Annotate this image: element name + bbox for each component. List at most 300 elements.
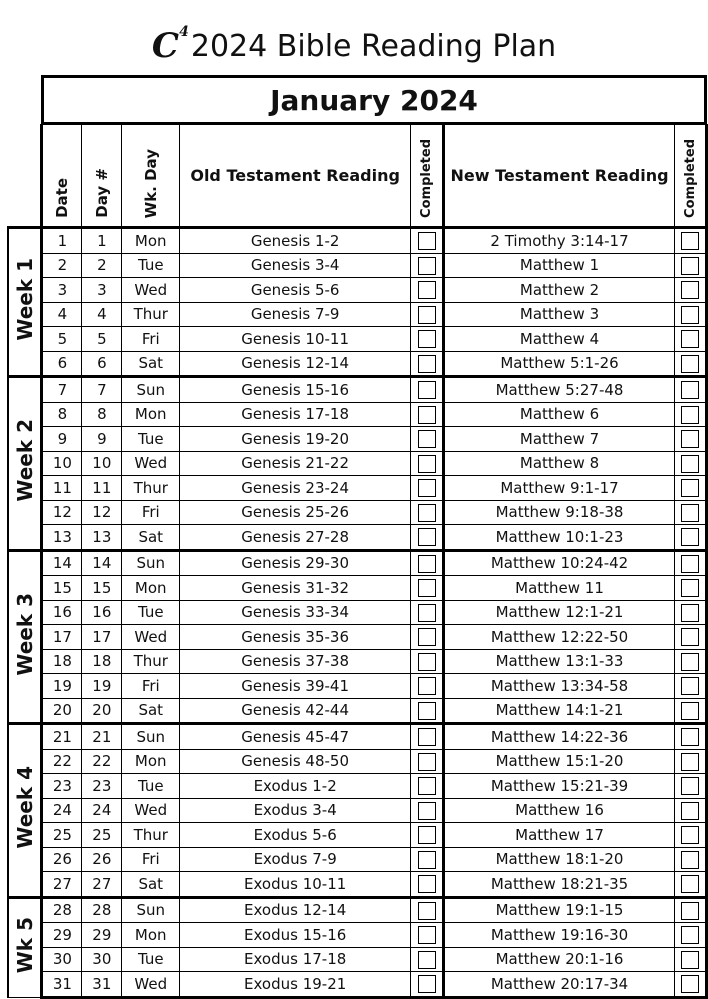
nt-reading-cell: Matthew 12:22-50 [444, 625, 675, 650]
nt-completed-checkbox[interactable] [681, 702, 699, 720]
date-cell: 15 [42, 576, 82, 601]
weekday-cell: Tue [122, 774, 180, 799]
day-number-cell: 12 [82, 500, 122, 525]
nt-completed-cell [675, 476, 707, 501]
ot-completed-cell [411, 278, 444, 303]
day-number-cell: 31 [82, 972, 122, 998]
nt-completed-cell [675, 327, 707, 352]
table-row [8, 600, 707, 625]
nt-completed-checkbox[interactable] [681, 802, 699, 820]
nt-completed-cell [675, 576, 707, 601]
nt-completed-checkbox[interactable] [681, 455, 699, 473]
table-row [8, 947, 707, 972]
weekday-cell: Fri [122, 327, 180, 352]
ot-completed-cell [411, 327, 444, 352]
nt-completed-checkbox[interactable] [681, 777, 699, 795]
date-cell: 4 [42, 302, 82, 327]
ot-reading-cell: Genesis 48-50 [180, 749, 411, 774]
nt-completed-checkbox[interactable] [681, 875, 699, 893]
nt-reading-cell: Matthew 15:21-39 [444, 774, 675, 799]
nt-completed-cell [675, 278, 707, 303]
nt-completed-cell [675, 427, 707, 452]
table-row [8, 278, 707, 303]
ot-reading-cell: Genesis 45-47 [180, 724, 411, 750]
ot-completed-cell [411, 872, 444, 898]
ot-completed-checkbox[interactable] [418, 555, 436, 573]
month-title: January 2024 [41, 75, 707, 124]
nt-reading-cell: Matthew 12:1-21 [444, 600, 675, 625]
table-row [8, 774, 707, 799]
date-cell: 12 [42, 500, 82, 525]
nt-reading-cell: Matthew 5:1-26 [444, 351, 675, 377]
ot-reading-cell: Genesis 42-44 [180, 698, 411, 724]
weekday-cell: Wed [122, 278, 180, 303]
c4-logo: C 4 [151, 24, 189, 66]
nt-completed-cell [675, 947, 707, 972]
weekday-cell: Tue [122, 947, 180, 972]
ot-completed-checkbox[interactable] [418, 926, 436, 944]
day-number-cell: 1 [82, 228, 122, 254]
ot-completed-cell [411, 947, 444, 972]
nt-completed-checkbox[interactable] [681, 579, 699, 597]
nt-reading-cell: Matthew 18:1-20 [444, 847, 675, 872]
date-cell: 8 [42, 402, 82, 427]
week-label: Wk 5 [8, 897, 42, 997]
ot-completed-cell [411, 228, 444, 254]
ot-completed-cell [411, 550, 444, 576]
ot-completed-checkbox[interactable] [418, 455, 436, 473]
ot-completed-checkbox[interactable] [418, 902, 436, 920]
nt-completed-checkbox[interactable] [681, 826, 699, 844]
nt-completed-checkbox[interactable] [681, 381, 699, 399]
nt-reading-cell: Matthew 14:1-21 [444, 698, 675, 724]
ot-reading-cell: Genesis 19-20 [180, 427, 411, 452]
day-number-cell: 26 [82, 847, 122, 872]
nt-completed-cell [675, 847, 707, 872]
ot-completed-checkbox[interactable] [418, 355, 436, 373]
nt-completed-cell [675, 798, 707, 823]
nt-reading-cell: Matthew 14:22-36 [444, 724, 675, 750]
nt-completed-checkbox[interactable] [681, 851, 699, 869]
weekday-cell: Fri [122, 847, 180, 872]
nt-completed-cell [675, 698, 707, 724]
nt-completed-checkbox[interactable] [681, 604, 699, 622]
ot-reading-cell: Genesis 35-36 [180, 625, 411, 650]
date-cell: 29 [42, 923, 82, 948]
weekday-cell: Sun [122, 897, 180, 923]
day-number-cell: 15 [82, 576, 122, 601]
ot-completed-cell [411, 600, 444, 625]
ot-completed-checkbox[interactable] [418, 753, 436, 771]
date-cell: 9 [42, 427, 82, 452]
day-number-cell: 18 [82, 649, 122, 674]
nt-reading-cell: Matthew 5:27-48 [444, 377, 675, 403]
nt-completed-checkbox[interactable] [681, 232, 699, 250]
ot-completed-cell [411, 451, 444, 476]
ot-completed-cell [411, 897, 444, 923]
ot-completed-checkbox[interactable] [418, 875, 436, 893]
date-cell: 24 [42, 798, 82, 823]
table-row [8, 872, 707, 898]
table-row [8, 525, 707, 551]
weekday-cell: Mon [122, 923, 180, 948]
col-header-new-testament: New Testament Reading [444, 125, 675, 228]
week-label: Week 4 [8, 724, 42, 898]
ot-completed-checkbox[interactable] [418, 728, 436, 746]
nt-completed-cell [675, 674, 707, 699]
ot-reading-cell: Genesis 33-34 [180, 600, 411, 625]
day-number-cell: 3 [82, 278, 122, 303]
ot-reading-cell: Genesis 21-22 [180, 451, 411, 476]
nt-reading-cell: 2 Timothy 3:14-17 [444, 228, 675, 254]
date-cell: 16 [42, 600, 82, 625]
weekday-cell: Sun [122, 724, 180, 750]
nt-completed-checkbox[interactable] [681, 355, 699, 373]
table-row [8, 476, 707, 501]
ot-completed-checkbox[interactable] [418, 479, 436, 497]
ot-completed-cell [411, 402, 444, 427]
date-cell: 19 [42, 674, 82, 699]
week-label: Week 2 [8, 377, 42, 551]
ot-reading-cell: Genesis 29-30 [180, 550, 411, 576]
nt-completed-cell [675, 500, 707, 525]
ot-completed-cell [411, 749, 444, 774]
ot-completed-checkbox[interactable] [418, 528, 436, 546]
ot-completed-checkbox[interactable] [418, 406, 436, 424]
ot-reading-cell: Genesis 17-18 [180, 402, 411, 427]
weekday-cell: Sat [122, 698, 180, 724]
ot-completed-checkbox[interactable] [418, 951, 436, 969]
nt-reading-cell: Matthew 13:34-58 [444, 674, 675, 699]
table-row [8, 427, 707, 452]
ot-completed-checkbox[interactable] [418, 306, 436, 324]
nt-completed-cell [675, 377, 707, 403]
reading-plan-table [7, 124, 708, 999]
ot-reading-cell: Genesis 15-16 [180, 377, 411, 403]
ot-completed-cell [411, 798, 444, 823]
day-number-cell: 14 [82, 550, 122, 576]
ot-completed-cell [411, 774, 444, 799]
nt-completed-checkbox[interactable] [681, 753, 699, 771]
ot-reading-cell: Genesis 27-28 [180, 525, 411, 551]
weekday-cell: Sun [122, 377, 180, 403]
weekday-cell: Fri [122, 674, 180, 699]
day-number-cell: 19 [82, 674, 122, 699]
day-number-cell: 27 [82, 872, 122, 898]
nt-completed-checkbox[interactable] [681, 926, 699, 944]
nt-reading-cell: Matthew 17 [444, 823, 675, 848]
day-number-cell: 20 [82, 698, 122, 724]
date-cell: 30 [42, 947, 82, 972]
date-cell: 1 [42, 228, 82, 254]
nt-completed-checkbox[interactable] [681, 628, 699, 646]
ot-completed-cell [411, 674, 444, 699]
table-row [8, 228, 707, 254]
date-cell: 23 [42, 774, 82, 799]
weekday-cell: Wed [122, 972, 180, 998]
nt-completed-cell [675, 451, 707, 476]
table-row [8, 724, 707, 750]
table-row [8, 253, 707, 278]
nt-reading-cell: Matthew 11 [444, 576, 675, 601]
nt-reading-cell: Matthew 18:21-35 [444, 872, 675, 898]
nt-completed-cell [675, 872, 707, 898]
date-cell: 20 [42, 698, 82, 724]
nt-reading-cell: Matthew 9:18-38 [444, 500, 675, 525]
column-header-row [8, 125, 707, 228]
ot-reading-cell: Genesis 10-11 [180, 327, 411, 352]
day-number-cell: 7 [82, 377, 122, 403]
nt-completed-cell [675, 972, 707, 998]
ot-completed-cell [411, 847, 444, 872]
title-text: 2024 Bible Reading Plan [190, 28, 557, 64]
day-number-cell: 10 [82, 451, 122, 476]
day-number-cell: 25 [82, 823, 122, 848]
nt-reading-cell: Matthew 1 [444, 253, 675, 278]
nt-completed-checkbox[interactable] [681, 728, 699, 746]
nt-completed-checkbox[interactable] [681, 430, 699, 448]
date-cell: 10 [42, 451, 82, 476]
ot-reading-cell: Genesis 25-26 [180, 500, 411, 525]
ot-completed-checkbox[interactable] [418, 702, 436, 720]
table-row [8, 972, 707, 998]
nt-reading-cell: Matthew 10:1-23 [444, 525, 675, 551]
ot-reading-cell: Genesis 12-14 [180, 351, 411, 377]
weekday-cell: Tue [122, 600, 180, 625]
ot-reading-cell: Exodus 10-11 [180, 872, 411, 898]
nt-completed-checkbox[interactable] [681, 528, 699, 546]
weekday-cell: Mon [122, 402, 180, 427]
week-label: Week 3 [8, 550, 42, 724]
table-row [8, 847, 707, 872]
weekday-cell: Thur [122, 823, 180, 848]
nt-reading-cell: Matthew 2 [444, 278, 675, 303]
weekday-cell: Thur [122, 302, 180, 327]
ot-reading-cell: Genesis 37-38 [180, 649, 411, 674]
ot-completed-checkbox[interactable] [418, 975, 436, 993]
ot-completed-checkbox[interactable] [418, 257, 436, 275]
nt-completed-checkbox[interactable] [681, 902, 699, 920]
table-row [8, 698, 707, 724]
table-row [8, 402, 707, 427]
weekday-cell: Wed [122, 625, 180, 650]
day-number-cell: 22 [82, 749, 122, 774]
nt-completed-cell [675, 600, 707, 625]
nt-completed-cell [675, 923, 707, 948]
ot-reading-cell: Exodus 19-21 [180, 972, 411, 998]
nt-reading-cell: Matthew 7 [444, 427, 675, 452]
nt-completed-cell [675, 351, 707, 377]
nt-completed-checkbox[interactable] [681, 951, 699, 969]
date-cell: 7 [42, 377, 82, 403]
nt-completed-checkbox[interactable] [681, 330, 699, 348]
table-row [8, 302, 707, 327]
ot-completed-cell [411, 525, 444, 551]
ot-reading-cell: Exodus 12-14 [180, 897, 411, 923]
ot-completed-cell [411, 427, 444, 452]
ot-reading-cell: Exodus 15-16 [180, 923, 411, 948]
weekday-cell: Wed [122, 451, 180, 476]
day-number-cell: 9 [82, 427, 122, 452]
nt-completed-checkbox[interactable] [681, 281, 699, 299]
date-cell: 14 [42, 550, 82, 576]
nt-reading-cell: Matthew 9:1-17 [444, 476, 675, 501]
nt-completed-checkbox[interactable] [681, 975, 699, 993]
ot-completed-checkbox[interactable] [418, 628, 436, 646]
ot-reading-cell: Exodus 7-9 [180, 847, 411, 872]
week-header-spacer [8, 125, 42, 228]
table-row [8, 451, 707, 476]
date-cell: 17 [42, 625, 82, 650]
nt-reading-cell: Matthew 15:1-20 [444, 749, 675, 774]
day-number-cell: 11 [82, 476, 122, 501]
weekday-cell: Sat [122, 525, 180, 551]
nt-completed-cell [675, 774, 707, 799]
day-number-cell: 16 [82, 600, 122, 625]
nt-reading-cell: Matthew 19:16-30 [444, 923, 675, 948]
date-cell: 2 [42, 253, 82, 278]
date-cell: 21 [42, 724, 82, 750]
nt-reading-cell: Matthew 10:24-42 [444, 550, 675, 576]
nt-reading-cell: Matthew 13:1-33 [444, 649, 675, 674]
nt-completed-checkbox[interactable] [681, 257, 699, 275]
nt-completed-checkbox[interactable] [681, 653, 699, 671]
nt-completed-cell [675, 253, 707, 278]
table-row [8, 576, 707, 601]
weekday-cell: Sun [122, 550, 180, 576]
table-row [8, 327, 707, 352]
date-cell: 28 [42, 897, 82, 923]
date-cell: 6 [42, 351, 82, 377]
col-header-day-number: Day # [82, 125, 122, 228]
nt-completed-checkbox[interactable] [681, 677, 699, 695]
weekday-cell: Thur [122, 649, 180, 674]
nt-reading-cell: Matthew 8 [444, 451, 675, 476]
ot-completed-checkbox[interactable] [418, 504, 436, 522]
ot-completed-cell [411, 923, 444, 948]
ot-completed-cell [411, 576, 444, 601]
table-row [8, 923, 707, 948]
ot-completed-checkbox[interactable] [418, 579, 436, 597]
table-row [8, 897, 707, 923]
table-row [8, 674, 707, 699]
nt-reading-cell: Matthew 3 [444, 302, 675, 327]
day-number-cell: 17 [82, 625, 122, 650]
ot-completed-checkbox[interactable] [418, 281, 436, 299]
ot-completed-cell [411, 823, 444, 848]
nt-completed-cell [675, 228, 707, 254]
nt-completed-cell [675, 749, 707, 774]
ot-completed-checkbox[interactable] [418, 430, 436, 448]
table-row [8, 550, 707, 576]
day-number-cell: 13 [82, 525, 122, 551]
nt-completed-checkbox[interactable] [681, 406, 699, 424]
day-number-cell: 23 [82, 774, 122, 799]
date-cell: 18 [42, 649, 82, 674]
date-cell: 27 [42, 872, 82, 898]
ot-completed-checkbox[interactable] [418, 381, 436, 399]
ot-completed-checkbox[interactable] [418, 802, 436, 820]
day-number-cell: 30 [82, 947, 122, 972]
weekday-cell: Sat [122, 351, 180, 377]
nt-completed-cell [675, 402, 707, 427]
ot-reading-cell: Exodus 1-2 [180, 774, 411, 799]
nt-reading-cell: Matthew 20:1-16 [444, 947, 675, 972]
nt-reading-cell: Matthew 6 [444, 402, 675, 427]
ot-reading-cell: Genesis 23-24 [180, 476, 411, 501]
ot-completed-cell [411, 972, 444, 998]
date-cell: 11 [42, 476, 82, 501]
ot-reading-cell: Genesis 3-4 [180, 253, 411, 278]
ot-completed-checkbox[interactable] [418, 330, 436, 348]
date-cell: 31 [42, 972, 82, 998]
ot-completed-checkbox[interactable] [418, 826, 436, 844]
table-row [8, 625, 707, 650]
document-title [0, 20, 708, 72]
nt-completed-checkbox[interactable] [681, 504, 699, 522]
weekday-cell: Mon [122, 749, 180, 774]
date-cell: 26 [42, 847, 82, 872]
weekday-cell: Mon [122, 228, 180, 254]
ot-completed-checkbox[interactable] [418, 232, 436, 250]
ot-reading-cell: Genesis 5-6 [180, 278, 411, 303]
ot-completed-cell [411, 500, 444, 525]
col-header-weekday: Wk. Day [122, 125, 180, 228]
nt-completed-cell [675, 525, 707, 551]
nt-completed-cell [675, 823, 707, 848]
nt-completed-checkbox[interactable] [681, 555, 699, 573]
ot-completed-cell [411, 724, 444, 750]
ot-completed-checkbox[interactable] [418, 851, 436, 869]
nt-completed-cell [675, 649, 707, 674]
weekday-cell: Wed [122, 798, 180, 823]
col-header-nt-completed: Completed [675, 125, 707, 228]
nt-completed-checkbox[interactable] [681, 306, 699, 324]
day-number-cell: 24 [82, 798, 122, 823]
ot-completed-cell [411, 253, 444, 278]
table-row [8, 649, 707, 674]
ot-reading-cell: Exodus 5-6 [180, 823, 411, 848]
date-cell: 13 [42, 525, 82, 551]
ot-completed-checkbox[interactable] [418, 677, 436, 695]
weekday-cell: Tue [122, 253, 180, 278]
ot-reading-cell: Genesis 1-2 [180, 228, 411, 254]
day-number-cell: 29 [82, 923, 122, 948]
col-header-ot-completed: Completed [411, 125, 444, 228]
ot-reading-cell: Genesis 31-32 [180, 576, 411, 601]
day-number-cell: 6 [82, 351, 122, 377]
weekday-cell: Fri [122, 500, 180, 525]
ot-completed-cell [411, 698, 444, 724]
nt-completed-cell [675, 724, 707, 750]
nt-reading-cell: Matthew 4 [444, 327, 675, 352]
weekday-cell: Tue [122, 427, 180, 452]
ot-completed-cell [411, 377, 444, 403]
nt-reading-cell: Matthew 20:17-34 [444, 972, 675, 998]
ot-completed-cell [411, 625, 444, 650]
nt-completed-cell [675, 897, 707, 923]
table-row [8, 798, 707, 823]
ot-completed-cell [411, 302, 444, 327]
nt-reading-cell: Matthew 16 [444, 798, 675, 823]
ot-completed-checkbox[interactable] [418, 777, 436, 795]
ot-completed-checkbox[interactable] [418, 653, 436, 671]
nt-completed-checkbox[interactable] [681, 479, 699, 497]
nt-completed-cell [675, 550, 707, 576]
date-cell: 25 [42, 823, 82, 848]
day-number-cell: 21 [82, 724, 122, 750]
ot-completed-checkbox[interactable] [418, 604, 436, 622]
